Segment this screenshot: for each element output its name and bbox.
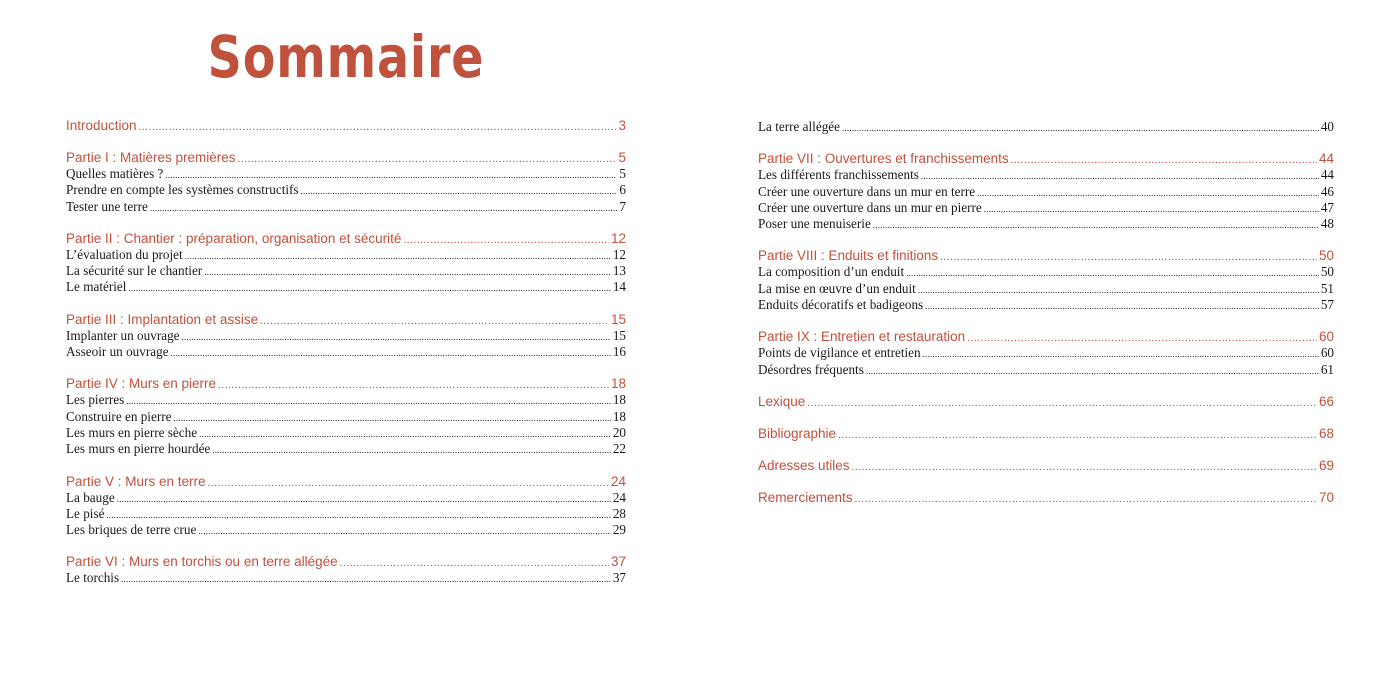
- toc-page-number: 57: [1320, 297, 1334, 313]
- toc-entry-label: Partie III : Implantation et assise: [66, 311, 259, 327]
- dot-leader: [838, 425, 1317, 444]
- dot-leader: [873, 216, 1319, 233]
- toc-entry-label: Partie I : Matières premières: [66, 150, 236, 165]
- toc-page-number: 37: [610, 554, 626, 570]
- toc-page-number: 6: [619, 182, 626, 198]
- toc-section: [758, 457, 1334, 474]
- toc-section-entry[interactable]: [66, 375, 626, 392]
- toc-section: [66, 149, 626, 215]
- toc-section: [758, 328, 1334, 378]
- toc-entry-label: Partie II : Chantier : préparation, organisation et sécurité: [66, 230, 402, 246]
- toc-entry-label: Introduction: [66, 118, 137, 133]
- toc-entry-label: Bibliographie: [758, 425, 837, 441]
- toc-entry[interactable]: [66, 522, 626, 538]
- toc-entry[interactable]: [758, 297, 1334, 313]
- toc-section: [758, 393, 1334, 410]
- toc-page-number: 60: [1320, 345, 1334, 361]
- toc-section-entry[interactable]: [758, 425, 1334, 442]
- dot-leader: [852, 457, 1317, 476]
- toc-entry-label: Désordres fréquents: [758, 361, 864, 377]
- toc-section: [66, 311, 626, 361]
- toc-entry-label: Partie VIII : Enduits et finitions: [758, 248, 939, 264]
- dot-leader: [906, 264, 1319, 281]
- toc-page-number: 66: [1318, 393, 1334, 409]
- toc-entry-label: L’évaluation du projet: [66, 246, 183, 262]
- toc-page-number: 18: [612, 408, 626, 424]
- toc-page-number: 18: [610, 376, 626, 392]
- toc-page-number: 12: [610, 230, 626, 246]
- toc-page-number: 16: [612, 344, 626, 360]
- dot-leader: [165, 166, 617, 183]
- toc-entry[interactable]: [66, 409, 626, 425]
- toc-entry-label: La bauge: [66, 489, 115, 505]
- toc-page-number: 24: [610, 473, 626, 489]
- toc-section-entry[interactable]: [66, 473, 626, 490]
- toc-entry-label: Partie VII : Ouvertures et franchissements: [758, 151, 1009, 167]
- page-title: Sommaire: [207, 23, 485, 91]
- toc-section-entry[interactable]: [66, 553, 626, 570]
- toc-entry-label: Les briques de terre crue: [66, 522, 197, 538]
- toc-page-number: 13: [612, 263, 626, 279]
- toc-page-number: 5: [619, 166, 626, 181]
- toc-entry-label: La sécurité sur le chantier: [66, 263, 203, 279]
- toc-page-number: 47: [1320, 199, 1334, 215]
- toc-entry[interactable]: [758, 216, 1334, 232]
- toc-section: [758, 150, 1334, 232]
- toc-entry-label: Construire en pierre: [66, 408, 172, 424]
- toc-entry-label: Partie IV : Murs en pierre: [66, 376, 217, 392]
- toc-entry-label: Asseoir un ouvrage: [66, 344, 169, 360]
- toc-entry[interactable]: [66, 506, 626, 522]
- toc-entry[interactable]: [758, 119, 1334, 135]
- toc-entry-label: Créer une ouverture dans un mur en pierre: [758, 199, 982, 215]
- toc-entry[interactable]: [66, 263, 626, 279]
- toc-page-number: 15: [612, 327, 626, 343]
- toc-entry-label: Remerciements: [758, 489, 853, 505]
- toc-page-number: 24: [612, 489, 626, 505]
- toc-page-number: 68: [1318, 425, 1334, 441]
- toc-section-entry[interactable]: [66, 117, 626, 134]
- dot-leader: [977, 184, 1319, 201]
- toc-page-number: 44: [1318, 151, 1334, 167]
- toc-entry-label: Lexique: [758, 393, 806, 409]
- toc-page-number: 22: [612, 441, 626, 457]
- toc-page-number: 51: [1320, 280, 1334, 296]
- toc-entry-label: Prendre en compte les systèmes constructifs: [66, 182, 299, 198]
- dot-leader: [301, 182, 618, 199]
- toc-page-number: 12: [612, 246, 626, 262]
- dot-leader: [199, 425, 611, 442]
- toc-page-number: 50: [1318, 248, 1334, 264]
- toc-entry-label: Enduits décoratifs et badigeons: [758, 297, 924, 313]
- dot-leader: [106, 506, 610, 523]
- toc-section: [66, 473, 626, 539]
- toc-page-number: 28: [612, 505, 626, 521]
- toc-page-number: 18: [612, 392, 626, 408]
- toc-page-number: 20: [612, 424, 626, 440]
- toc-page-number: 69: [1318, 457, 1334, 473]
- toc-entry[interactable]: [66, 392, 626, 408]
- toc-section: [66, 375, 626, 457]
- toc-right-column: [758, 119, 1334, 506]
- toc-page-number: 50: [1320, 264, 1334, 280]
- toc-section-entry[interactable]: [758, 393, 1334, 410]
- toc-section-entry[interactable]: [758, 247, 1334, 264]
- toc-entry-label: Points de vigilance et entretien: [758, 345, 921, 361]
- toc-page-number: 40: [1320, 119, 1334, 134]
- dot-leader: [185, 247, 611, 264]
- toc-entry[interactable]: [758, 184, 1334, 200]
- toc-page-number: 46: [1320, 183, 1334, 199]
- toc-entry[interactable]: [66, 247, 626, 263]
- toc-section: [66, 230, 626, 296]
- toc-entry[interactable]: [758, 362, 1334, 378]
- dot-leader: [121, 570, 611, 587]
- dot-leader: [198, 522, 610, 539]
- dot-leader: [128, 279, 610, 296]
- toc-entry[interactable]: [66, 182, 626, 198]
- toc-section-entry[interactable]: [758, 150, 1334, 167]
- dot-leader: [921, 167, 1319, 184]
- toc-entry-label: La terre allégée: [758, 119, 840, 134]
- toc-entry-label: Les différents franchissements: [758, 167, 919, 183]
- toc-entry[interactable]: [66, 490, 626, 506]
- toc-entry-label: Le matériel: [66, 279, 127, 295]
- toc-entry[interactable]: [758, 264, 1334, 280]
- dot-leader: [855, 489, 1317, 508]
- toc-section: [66, 117, 626, 134]
- toc-entry[interactable]: [66, 199, 626, 215]
- toc-entry-label: Le pisé: [66, 505, 105, 521]
- toc-entry-label: Tester une terre: [66, 198, 148, 214]
- toc-entry-label: Partie IX : Entretien et restauration: [758, 329, 966, 345]
- toc-entry-label: Le torchis: [66, 570, 120, 586]
- dot-leader: [204, 263, 611, 280]
- toc-section: [758, 119, 1334, 135]
- dot-leader: [212, 441, 611, 458]
- toc-section-entry[interactable]: [758, 489, 1334, 506]
- toc-page-number: 60: [1318, 329, 1334, 345]
- toc-page-number: 7: [619, 198, 626, 214]
- toc-page-number: 29: [612, 522, 626, 538]
- toc-section: [758, 425, 1334, 442]
- toc-entry-label: Créer une ouverture dans un mur en terre: [758, 183, 976, 199]
- dot-leader: [173, 409, 610, 426]
- toc-section: [66, 553, 626, 586]
- toc-entry-label: La mise en œuvre d’un enduit: [758, 280, 916, 296]
- toc-page-number: 5: [618, 150, 626, 165]
- toc-entry[interactable]: [66, 425, 626, 441]
- toc-entry[interactable]: [66, 166, 626, 182]
- toc-page-number: 15: [610, 311, 626, 327]
- toc-entry-label: Implanter un ouvrage: [66, 327, 180, 343]
- toc-entry[interactable]: [66, 279, 626, 295]
- dot-leader: [139, 117, 617, 136]
- toc-entry[interactable]: [758, 345, 1334, 361]
- dot-leader: [807, 393, 1317, 412]
- dot-leader: [150, 199, 618, 216]
- toc-entry[interactable]: [758, 281, 1334, 297]
- toc-entry-label: La composition d’un enduit: [758, 264, 905, 280]
- toc-entry-label: Partie VI : Murs en torchis ou en terre allégée: [66, 554, 338, 570]
- toc-page-number: 14: [612, 279, 626, 295]
- dot-leader: [925, 297, 1319, 314]
- toc-section-entry[interactable]: [758, 328, 1334, 345]
- toc-left-column: [66, 117, 626, 587]
- toc-entry-label: Quelles matières ?: [66, 166, 164, 181]
- dot-leader: [918, 281, 1319, 298]
- toc-section-entry[interactable]: [66, 149, 626, 166]
- toc-section-entry[interactable]: [758, 457, 1334, 474]
- toc-entry[interactable]: [66, 328, 626, 344]
- toc-section: [758, 489, 1334, 506]
- toc-section-entry[interactable]: [66, 311, 626, 328]
- dot-leader: [842, 119, 1319, 136]
- dot-leader: [171, 344, 611, 361]
- toc-entry[interactable]: [66, 441, 626, 457]
- dot-leader: [923, 345, 1319, 362]
- toc-page-number: 37: [612, 570, 626, 586]
- toc-entry-label: Les murs en pierre sèche: [66, 424, 198, 440]
- toc-page-number: 70: [1318, 489, 1334, 505]
- toc-entry-label: Les pierres: [66, 392, 125, 408]
- toc-page-number: 44: [1320, 167, 1334, 183]
- toc-page-number: 48: [1320, 216, 1334, 232]
- dot-leader: [126, 392, 611, 409]
- dot-leader: [182, 328, 611, 345]
- dot-leader: [984, 200, 1319, 217]
- dot-leader: [117, 490, 611, 507]
- toc-entry-label: Poser une menuiserie: [758, 216, 871, 232]
- toc-entry[interactable]: [758, 200, 1334, 216]
- toc-entry[interactable]: [758, 167, 1334, 183]
- toc-entry-label: Les murs en pierre hourdée: [66, 441, 211, 457]
- toc-page-number: 61: [1320, 361, 1334, 377]
- toc-entry-label: Partie V : Murs en terre: [66, 473, 206, 489]
- toc-section-entry[interactable]: [66, 230, 626, 247]
- toc-section: [758, 247, 1334, 313]
- toc-page-number: 3: [618, 118, 626, 133]
- toc-entry-label: Adresses utiles: [758, 457, 850, 473]
- toc-entry[interactable]: [66, 570, 626, 586]
- dot-leader: [866, 362, 1319, 379]
- toc-entry[interactable]: [66, 344, 626, 360]
